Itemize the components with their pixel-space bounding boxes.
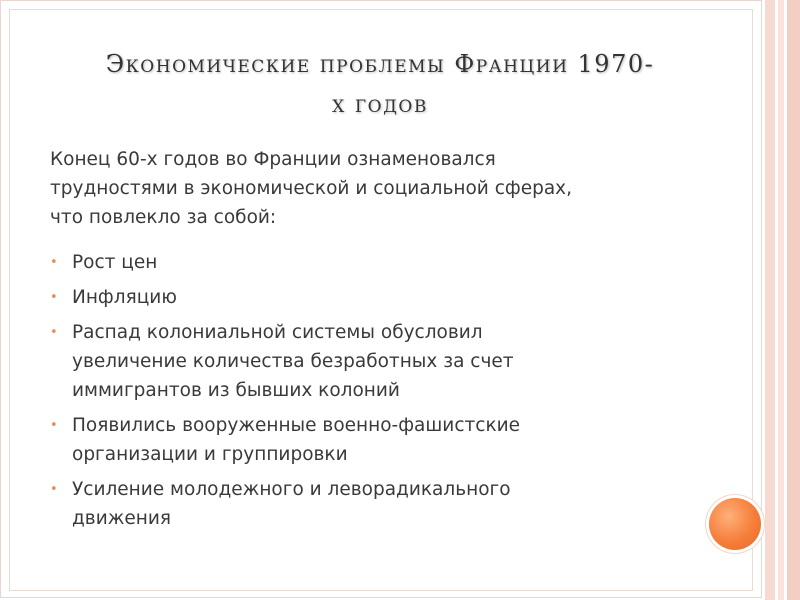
intro-line: Конец 60-х годов во Франции ознаменовался xyxy=(50,149,496,170)
bullet-dot-icon: • xyxy=(50,255,58,270)
bullet-item xyxy=(50,248,710,277)
bullet-text-line: Усиление молодежного и леворадикального xyxy=(72,479,511,500)
bullet-text-line: Инфляцию xyxy=(72,287,177,308)
bullet-item xyxy=(50,411,710,469)
bullet-text-line: Появились вооруженные военно-фашистские xyxy=(72,415,521,436)
bullet-dot-icon: • xyxy=(50,325,58,340)
bullet-list xyxy=(50,248,710,539)
bullet-text-line: иммигрантов из бывших колоний xyxy=(72,380,400,401)
decor-stripe xyxy=(765,0,775,600)
intro-paragraph xyxy=(50,145,700,232)
slide-title-line-1: Экономические проблемы Франции 1970- xyxy=(105,50,655,78)
bullet-item xyxy=(50,283,710,312)
bullet-text-line: Распад колониальной системы обусловил xyxy=(72,322,483,343)
decor-stripe xyxy=(778,0,784,600)
bullet-item xyxy=(50,318,710,405)
bullet-text-line: увеличение количества безработных за счет xyxy=(72,351,514,372)
decor-orange-circle xyxy=(709,498,761,550)
intro-line: трудностями в экономической и социальной сферах, xyxy=(50,178,572,199)
intro-line: что повлекло за собой: xyxy=(50,207,277,228)
bullet-text-line: движения xyxy=(72,508,172,529)
bullet-dot-icon: • xyxy=(50,418,58,433)
slide-title-line-2: х годов xyxy=(332,90,428,118)
bullet-dot-icon: • xyxy=(50,290,58,305)
bullet-item xyxy=(50,475,710,533)
bullet-text-line: Рост цен xyxy=(72,252,158,273)
bullet-text-line: организации и группировки xyxy=(72,444,348,465)
slide-title xyxy=(40,44,720,124)
bullet-dot-icon: • xyxy=(50,482,58,497)
decor-stripe xyxy=(787,0,800,600)
